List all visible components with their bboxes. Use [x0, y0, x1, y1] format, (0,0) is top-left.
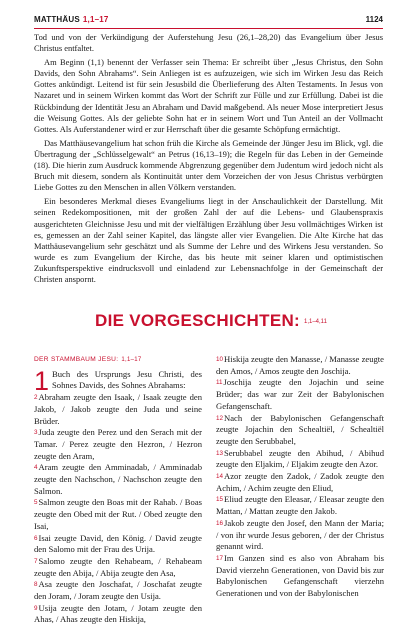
verse-number: 3	[34, 429, 38, 437]
header-rule	[34, 28, 383, 29]
verse-text: Serubbabel zeugte den Abihud, / Abihud zeugte den Eljakim, / Eljakim zeugte den Azor.	[216, 447, 384, 470]
verse-number: 15	[216, 496, 224, 504]
verse	[216, 494, 384, 517]
verse-1: Buch des Ursprungs Jesu Christi, des Sohnes Davids, des Sohnes Abrahams:	[52, 368, 202, 391]
verse	[34, 392, 202, 427]
verse	[34, 462, 202, 497]
verse	[34, 533, 202, 556]
verse-text: Azor zeugte den Zadok, / Zadok zeugte den Achim, / Achim zeugte den Eliud,	[216, 471, 384, 493]
verse	[216, 377, 384, 412]
running-header	[34, 13, 383, 27]
verse	[216, 553, 384, 600]
verse	[216, 413, 384, 448]
verse-text: Joschija zeugte den Jojachin und seine Brüder; das war zur Zeit der Babylonischen Gefangenschaft.	[216, 377, 384, 411]
verse-text: Jakob zeugte den Josef, den Mann der Maria; / von ihr wurde Jesus geboren, / der der Christus genannt wird.	[216, 517, 384, 552]
verse-number: 6	[34, 534, 38, 542]
page-number: 1124	[365, 15, 383, 24]
verse-text: Hiskija zeugte den Manasse, / Manasse zeugte den Amos, / Amos zeugte den Joschija.	[216, 354, 384, 376]
header-book	[34, 13, 109, 27]
verse-number: 5	[34, 499, 38, 507]
verse-text: Isai zeugte David, den König. / David zeugte den Salomo mit der Frau des Urija.	[34, 532, 202, 555]
verse-number: 11	[216, 379, 223, 387]
verse-text: Abraham zeugte den Isaak, / Isaak zeugte den Jakob, / Jakob zeugte den Juda und seine Brüder.	[34, 392, 202, 426]
pericope-ref: 1,1–17	[121, 357, 142, 363]
verse-number: 13	[216, 449, 224, 457]
verse	[216, 518, 384, 553]
header-book-name: MATTHÄUS	[34, 15, 80, 24]
verse-text: Juda zeugte den Perez und den Serach mit der Tamar. / Perez zeugte den Hezron, / Hezron zeugte den Aram,	[34, 427, 202, 461]
intro-paragraph: Das Matthäusevangelium hat schon früh die Kirche als Gemeinde der Jünger Jesu im Blick, vgl. die Übertragung der „Schlüsselgewalt“ an Petrus (16,13–19); die Regeln für das Leben in der Gemeinde (18). Die hierin zum Ausdruck kommende Abgrenzung gegenüber dem Judentum wird jedoch nicht als Bruch mit diesem, sondern als Kontinuität unter dem Vorzeichen der von Jesus Christus verbürgten Liebe Gottes zu den Menschen in allen Völkern verstanden.	[34, 137, 383, 193]
verse-number: 10	[216, 356, 224, 363]
verse-text: Im Ganzen sind es also von Abraham bis David vierzehn Generationen, von David bis zur Babylonischen Gefangenschaft vierzehn Generationen und von der Babylonischen	[216, 552, 384, 599]
verse	[34, 427, 202, 462]
verse-number: 7	[34, 557, 38, 565]
verse	[216, 471, 384, 494]
header-chapter-ref: 1,1–17	[82, 15, 109, 24]
verse-text: Nach der Babylonischen Gefangenschaft zeugte Jojachin den Schealtiël, / Schealtiël zeugte den Serubbabel,	[216, 412, 384, 446]
verse	[34, 556, 202, 579]
verse-text: Asa zeugte den Joschafat, / Joschafat zeugte den Joram, / Joram zeugte den Usija.	[34, 579, 202, 602]
verse	[34, 603, 202, 626]
verse-text: Salmon zeugte den Boas mit der Rahab. / Boas zeugte den Obed mit der Rut. / Obed zeugte den Isai,	[34, 497, 202, 531]
verse-text: Aram zeugte den Amminadab, / Amminadab zeugte den Nachschon, / Nachschon zeugte den Salmon.	[34, 462, 202, 496]
verse-number: 14	[216, 473, 224, 481]
intro-paragraph: Tod und von der Verkündigung der Auferstehung Jesu (26,1–28,20) das Evangelium über Jesus Christus entfaltet.	[34, 32, 383, 54]
verse-number: 8	[34, 581, 38, 589]
verse-number: 17	[216, 554, 224, 562]
chapter-number: 1	[34, 365, 50, 396]
verse-number: 2	[34, 394, 38, 402]
verse-text: Usija zeugte den Jotam, / Jotam zeugte den Ahas, / Ahas zeugte den Hiskija,	[34, 602, 202, 625]
intro-paragraph: Am Beginn (1,1) benennt der Verfasser sein Thema: Er schreibt über „Jesus Christus, den Sohn Davids, den Sohn Abrahams“. Sein Anliegen ist es aufzuzeigen, wie sich im Wirken Jesu das Reich Gottes ankündigt. Leitend ist für sein Jesusbild die Überlieferung des Alten Testaments. In Jesus von Nazaret und in seinem Wirken kommt das Wort der Schrift zur Fülle und zur Erfüllung. Dabei ist die Rückbindung der Identität Jesu an Abraham und David maßgebend. Als neuer Mose interpretiert Jesus die Weisung Gottes. Als der geliebte Sohn hat er in seinem Wort und Tun Anteil an der Vollmacht Gottes. Als Auferstandener wird er zur Herrschaft über die gesamte Schöpfung ermächtigt.	[34, 57, 383, 134]
text-column-right	[216, 354, 384, 600]
intro-paragraph: Ein besonderes Merkmal dieses Evangeliums liegt in der Anschaulichkeit der Darstellung. Mit seinen Redekompositionen, mit der großen Zahl der auf die Lebens- und Glaubenspraxis ausgerichteten Gleichnisse Jesu und mit der vielfältigen Erzählung über Jesu vollmächtiges Wirken ist es, gemessen an der Zahl seiner Kapitel, das längste aller vier Evangelien. Die Alte Kirche hat das Matthäusevangelium sehr geschätzt und als Summe der Lehre und des Wirkens Jesu verstanden. So wurde es zum Evangelium der Kirche, das bis heute mit seiner klaren und optimistischen Zukunftsperspektive eindrucksvoll und einladend zur Lebensnachfolge in der Gemeinschaft der Christen anspornt.	[34, 196, 383, 284]
section-heading	[95, 311, 327, 331]
verse	[216, 354, 384, 377]
verse	[34, 497, 202, 532]
pericope-title: DER STAMMBAUM JESU:	[34, 356, 119, 363]
verse-number: 4	[34, 464, 38, 472]
section-ref: 1,1–4,11	[304, 318, 327, 325]
verse-number: 12	[216, 414, 224, 422]
verse-text: Salomo zeugte den Rehabeam, / Rehabeam zeugte den Abija, / Abija zeugte den Asa,	[34, 555, 202, 578]
verse-number: 9	[34, 604, 38, 612]
verse	[216, 448, 384, 471]
text-column-left	[34, 354, 202, 626]
pericope-heading	[34, 354, 202, 367]
section-title: DIE VORGESCHICHTEN:	[95, 311, 300, 330]
verse	[34, 579, 202, 602]
introduction-text	[34, 32, 383, 288]
verse-text: Eliud zeugte den Eleasar, / Eleasar zeugte den Mattan, / Mattan zeugte den Jakob.	[216, 494, 384, 517]
verse-number: 16	[216, 519, 224, 527]
